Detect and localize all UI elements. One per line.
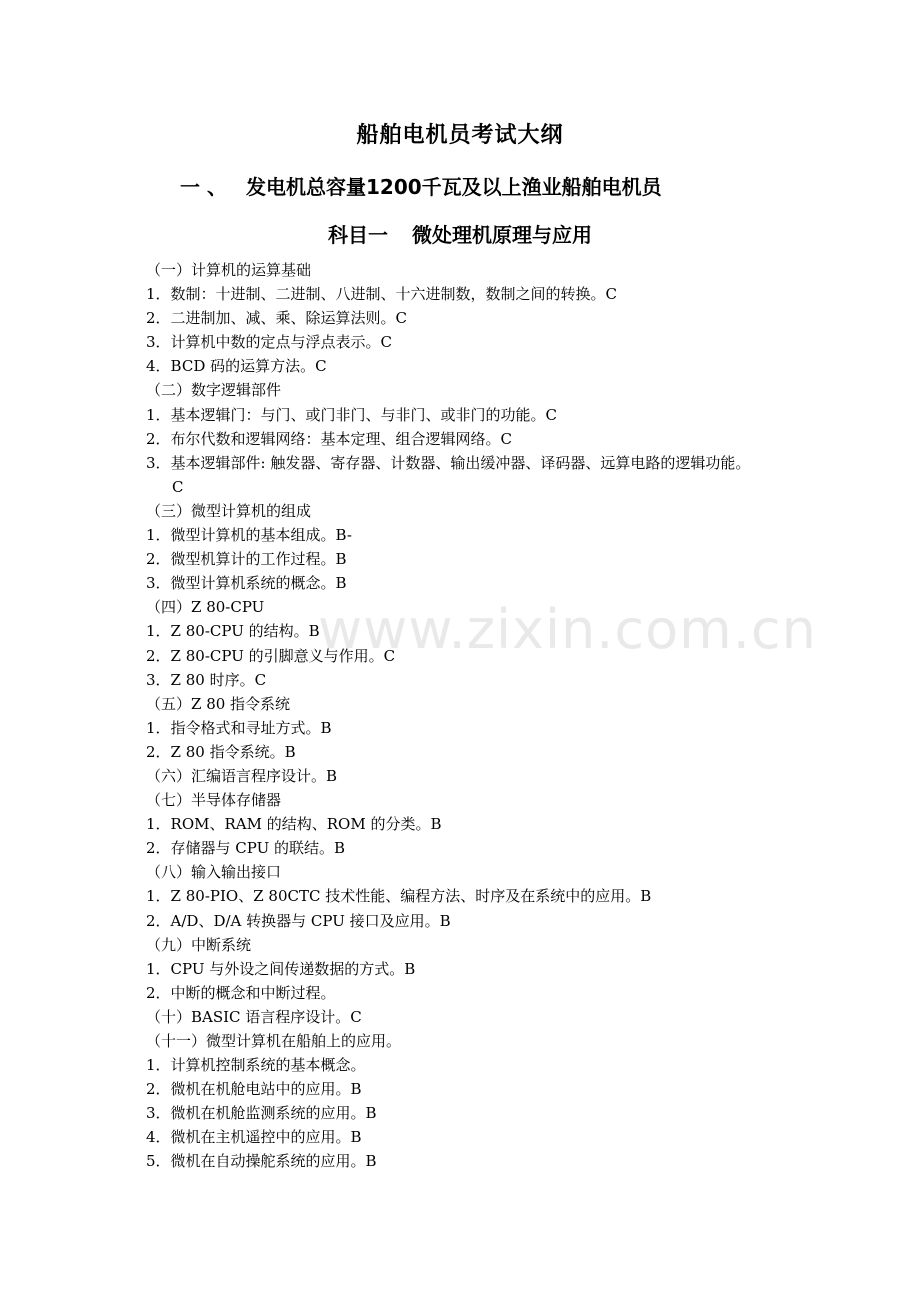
syllabus-line: （六）汇编语言程序设计。B (146, 766, 338, 785)
syllabus-line: 1．CPU 与外设之间传递数据的方式。B (146, 959, 416, 978)
syllabus-line: （十一）微型计算机在船舶上的应用。 (146, 1032, 402, 1050)
watermark: www.zixin.com.cn (318, 598, 817, 661)
syllabus-line: 2．存储器与 CPU 的联结。B (146, 839, 346, 858)
subject-heading (0, 219, 920, 248)
syllabus-line: 1．基本逻辑门：与门、或门非门、与非门、或非门的功能。C (146, 405, 558, 424)
syllabus-line: 2．A/D、D/A 转换器与 CPU 接口及应用。B (146, 911, 451, 930)
syllabus-line: （五）Z 80 指令系统 (146, 694, 291, 713)
syllabus-line: 3．微机在机舱监测系统的应用。B (146, 1104, 377, 1123)
syllabus-line: 2．中断的概念和中断过程。 (146, 983, 336, 1002)
syllabus-line: （四）Z 80-CPU (146, 598, 265, 617)
syllabus-line: C (172, 477, 184, 496)
syllabus-line: （一）计算机的运算基础 (146, 261, 312, 279)
syllabus-line: 1．ROM、RAM 的结构、ROM 的分类。B (146, 815, 442, 834)
syllabus-line: （七）半导体存储器 (146, 791, 282, 810)
syllabus-line: 3．微型计算机系统的概念。B (146, 574, 347, 593)
section-text: 发电机总容量1200千瓦及以上渔业船舶电机员 (246, 175, 662, 199)
syllabus-line: 1．数制：十进制、二进制、八进制、十六进制数，数制之间的转换。C (146, 285, 618, 304)
syllabus-line: （十）BASIC 语言程序设计。C (146, 1007, 362, 1026)
syllabus-line: 1．Z 80-PIO、Z 80CTC 技术性能、编程方法、时序及在系统中的应用。B (146, 887, 652, 906)
subject-text: 微处理机原理与应用 (412, 223, 592, 247)
syllabus-line: 2．微型机算计的工作过程。B (146, 550, 347, 569)
syllabus-line: （九）中断系统 (146, 935, 252, 954)
section-heading (180, 171, 662, 200)
syllabus-line: 2．Z 80-CPU 的引脚意义与作用。C (146, 646, 396, 665)
syllabus-line: 2．布尔代数和逻辑网络：基本定理、组合逻辑网络。C (146, 429, 513, 448)
syllabus-list (146, 258, 796, 1174)
syllabus-line: 3．计算机中数的定点与浮点表示。C (146, 333, 393, 352)
syllabus-line: 2．二进制加、减、乘、除运算法则。C (146, 309, 408, 328)
syllabus-line: 3．基本逻辑部件: 触发器、寄存器、计数器、输出缓冲器、译码器、远算电路的逻辑功能。 (146, 453, 751, 472)
section-number: 一 、 (180, 175, 227, 199)
syllabus-line: 2．微机在机舱电站中的应用。B (146, 1080, 362, 1099)
syllabus-line: 5．微机在自动操舵系统的应用。B (146, 1152, 377, 1171)
syllabus-line: 2．Z 80 指令系统。B (146, 742, 296, 761)
syllabus-line: 1．计算机控制系统的基本概念。 (146, 1056, 366, 1075)
syllabus-line: 4．微机在主机遥控中的应用。B (146, 1128, 362, 1147)
syllabus-line: （八）输入输出接口 (146, 863, 282, 882)
syllabus-line: （三）微型计算机的组成 (146, 501, 312, 520)
syllabus-line: 1．指令格式和寻址方式。B (146, 718, 332, 737)
subject-label: 科目一 (328, 223, 388, 247)
syllabus-line: （二）数字逻辑部件 (146, 381, 282, 400)
syllabus-line: 1．微型计算机的基本组成。B- (146, 526, 352, 545)
document-title: 船舶电机员考试大纲 (356, 123, 564, 148)
syllabus-line: 4．BCD 码的运算方法。C (146, 357, 327, 376)
syllabus-line: 1．Z 80-CPU 的结构。B (146, 622, 320, 641)
syllabus-line: 3．Z 80 时序。C (146, 670, 267, 689)
